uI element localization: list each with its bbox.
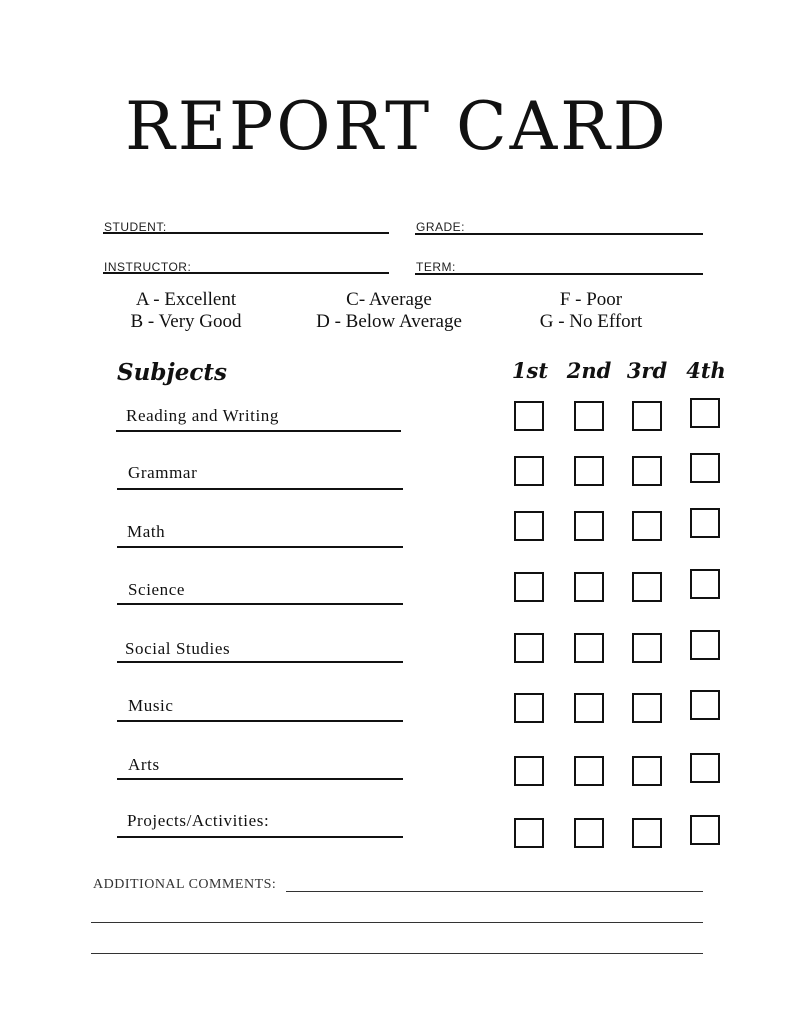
grade-checkbox[interactable] bbox=[574, 693, 604, 723]
subject-line bbox=[117, 836, 403, 838]
term-header-2nd: 2nd bbox=[566, 358, 612, 383]
subject-label: Grammar bbox=[128, 463, 198, 482]
grade-checkbox[interactable] bbox=[690, 630, 720, 660]
grade-key-a: A - Excellent bbox=[135, 289, 237, 310]
subject-label: Music bbox=[128, 696, 174, 715]
term-label: TERM: bbox=[416, 260, 456, 274]
comments-label: ADDITIONAL COMMENTS: bbox=[93, 877, 277, 892]
grade-checkbox[interactable] bbox=[574, 511, 604, 541]
grade-key-c: C- Average bbox=[346, 289, 432, 310]
subjects-header: Subjects bbox=[117, 359, 227, 386]
grading-key-col-3 bbox=[501, 289, 681, 333]
grading-key-col-2 bbox=[299, 289, 479, 333]
grade-checkbox[interactable] bbox=[514, 401, 544, 431]
grade-checkbox[interactable] bbox=[632, 401, 662, 431]
page-title: REPORT CARD bbox=[125, 88, 669, 165]
grade-checkbox[interactable] bbox=[690, 690, 720, 720]
grade-checkbox[interactable] bbox=[574, 633, 604, 663]
subject-line bbox=[116, 430, 401, 432]
student-line[interactable] bbox=[103, 232, 389, 234]
subject-label: Arts bbox=[128, 755, 160, 774]
grade-key-f: F - Poor bbox=[559, 289, 623, 310]
grade-checkbox[interactable] bbox=[514, 511, 544, 541]
subject-label: Projects/Activities: bbox=[127, 811, 270, 830]
term-header-3rd: 3rd bbox=[626, 358, 668, 383]
grade-checkbox[interactable] bbox=[574, 818, 604, 848]
subject-label: Science bbox=[128, 580, 186, 599]
grade-checkbox[interactable] bbox=[514, 818, 544, 848]
grade-checkbox[interactable] bbox=[574, 401, 604, 431]
instructor-line[interactable] bbox=[103, 272, 389, 274]
grade-checkbox[interactable] bbox=[574, 572, 604, 602]
subject-label: Math bbox=[127, 522, 166, 541]
grade-checkbox[interactable] bbox=[514, 756, 544, 786]
grade-checkbox[interactable] bbox=[690, 508, 720, 538]
grade-checkbox[interactable] bbox=[690, 453, 720, 483]
grade-key-g: G - No Effort bbox=[539, 311, 643, 332]
grade-checkbox[interactable] bbox=[632, 572, 662, 602]
comments-line[interactable] bbox=[286, 891, 703, 892]
term-header-1st: 1st bbox=[511, 358, 549, 383]
grade-checkbox[interactable] bbox=[690, 398, 720, 428]
grade-key-d: D - Below Average bbox=[316, 311, 462, 332]
comments-line[interactable] bbox=[91, 953, 703, 954]
grade-checkbox[interactable] bbox=[632, 511, 662, 541]
grade-checkbox[interactable] bbox=[690, 569, 720, 599]
grade-checkbox[interactable] bbox=[514, 456, 544, 486]
grade-checkbox[interactable] bbox=[574, 456, 604, 486]
grade-label: GRADE: bbox=[416, 220, 466, 234]
grading-key-col-1 bbox=[96, 289, 276, 333]
grade-checkbox[interactable] bbox=[632, 756, 662, 786]
grade-checkbox[interactable] bbox=[632, 633, 662, 663]
grade-checkbox[interactable] bbox=[632, 818, 662, 848]
grade-checkbox[interactable] bbox=[574, 756, 604, 786]
grade-checkbox[interactable] bbox=[690, 753, 720, 783]
subject-line bbox=[117, 720, 403, 722]
grade-checkbox[interactable] bbox=[514, 693, 544, 723]
subject-line bbox=[117, 778, 403, 780]
grade-checkbox[interactable] bbox=[632, 693, 662, 723]
subject-label: Reading and Writing bbox=[126, 406, 279, 425]
term-header-4th: 4th bbox=[686, 358, 726, 383]
instructor-label: INSTRUCTOR: bbox=[104, 260, 192, 274]
grade-checkbox[interactable] bbox=[514, 572, 544, 602]
comments-line[interactable] bbox=[91, 922, 703, 923]
subject-line bbox=[117, 488, 403, 490]
grade-checkbox[interactable] bbox=[514, 633, 544, 663]
subject-label: Social Studies bbox=[125, 639, 231, 658]
grade-line[interactable] bbox=[415, 233, 703, 235]
subject-line bbox=[117, 546, 403, 548]
subject-line bbox=[117, 603, 403, 605]
grade-checkbox[interactable] bbox=[690, 815, 720, 845]
student-label: STUDENT: bbox=[104, 220, 167, 234]
subject-line bbox=[117, 661, 403, 663]
term-line[interactable] bbox=[415, 273, 703, 275]
grade-checkbox[interactable] bbox=[632, 456, 662, 486]
grade-key-b: B - Very Good bbox=[130, 311, 242, 332]
